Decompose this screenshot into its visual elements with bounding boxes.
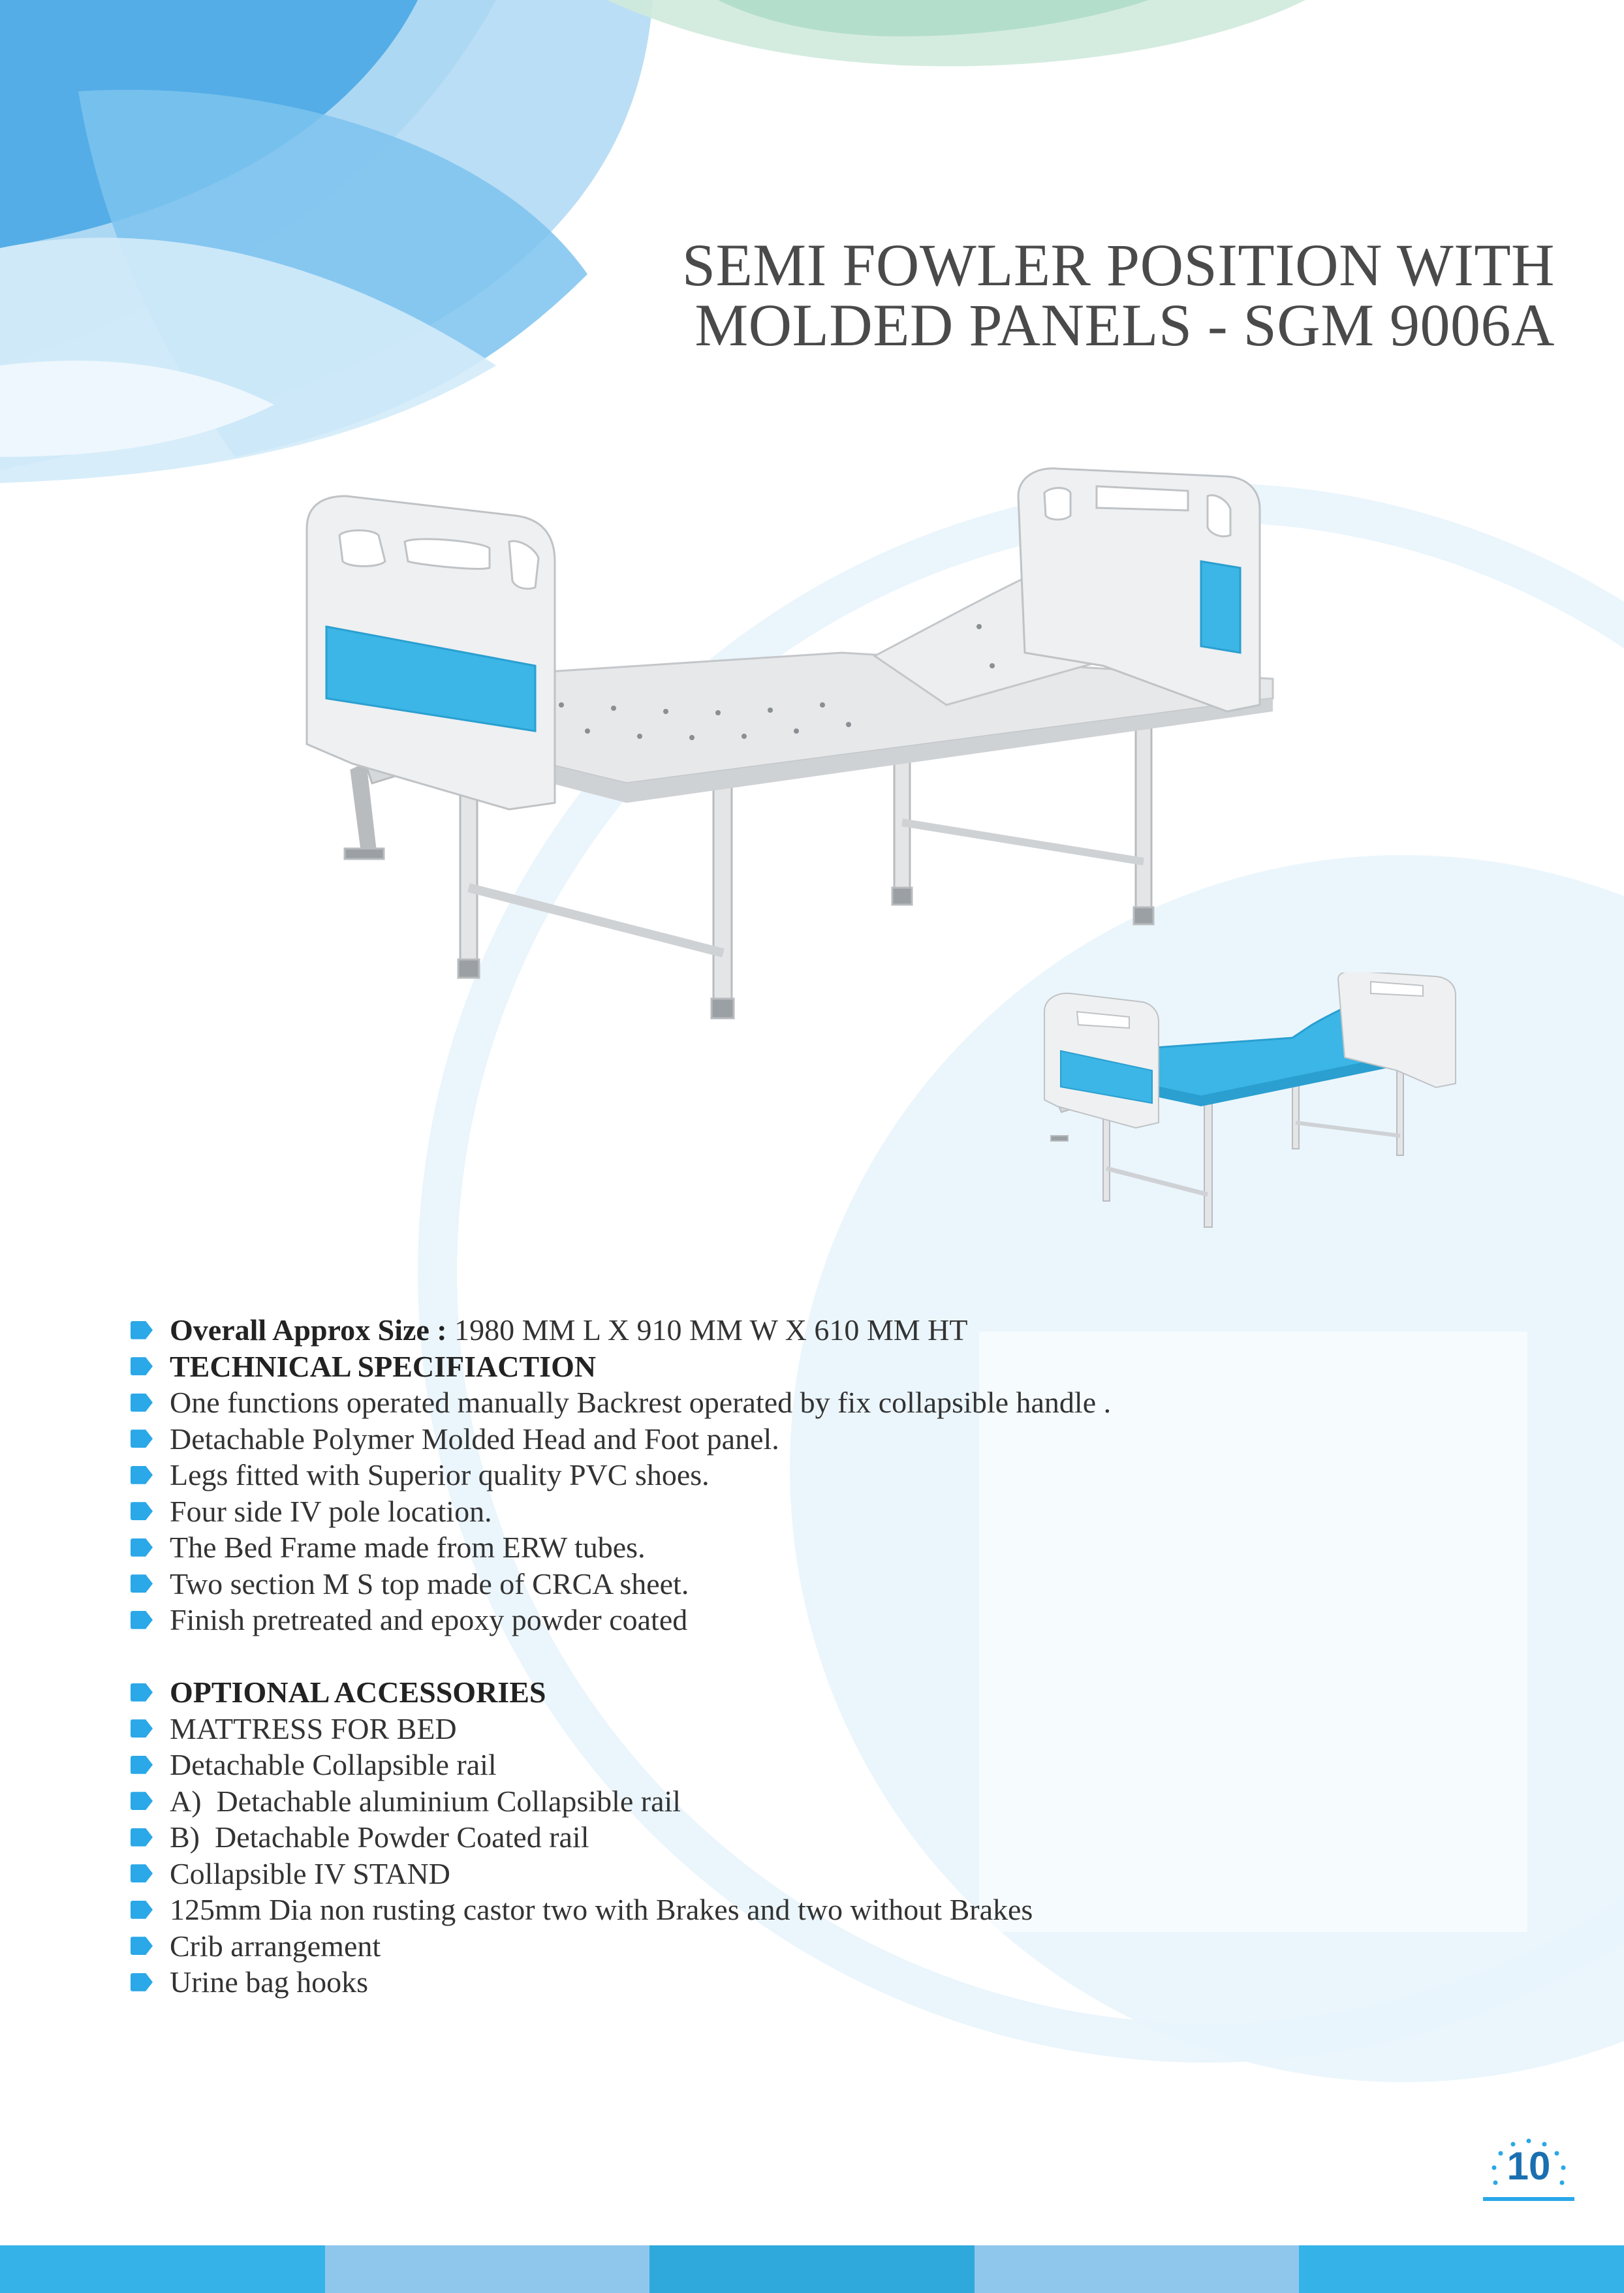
bullet-arrow-icon xyxy=(131,1719,153,1738)
acc-item-6: 125mm Dia non rusting castor two with Brakes and two without Brakes xyxy=(170,1893,1033,1926)
list-item xyxy=(131,1529,1501,1566)
bullet-arrow-icon xyxy=(131,1429,153,1448)
bed-with-mattress-image xyxy=(1031,973,1462,1234)
bullet-arrow-icon xyxy=(131,1538,153,1557)
bullet-arrow-icon xyxy=(131,1864,153,1882)
acc-item-1: MATTRESS FOR BED xyxy=(170,1711,457,1745)
bullet-arrow-icon xyxy=(131,1394,153,1412)
tech-item-5: The Bed Frame made from ERW tubes. xyxy=(170,1531,646,1564)
list-item xyxy=(131,1892,1501,1928)
title-line-1: SEMI FOWLER POSITION WITH xyxy=(681,232,1555,298)
list-item xyxy=(131,1928,1501,1965)
list-item xyxy=(131,1783,1501,1820)
list-item xyxy=(131,1421,1501,1458)
acc-item-7: Crib arrangement xyxy=(170,1929,381,1963)
accessories-heading-row xyxy=(131,1674,1501,1711)
size-label: Overall Approx Size : xyxy=(170,1313,447,1347)
footer-segment xyxy=(0,2245,325,2293)
tech-item-1: One functions operated manually Backrest operated by fix collapsible handle . xyxy=(170,1386,1112,1419)
footer-segment xyxy=(649,2245,975,2293)
product-title xyxy=(315,232,1555,358)
list-item xyxy=(131,1964,1501,2001)
list-item xyxy=(131,1493,1501,1530)
tech-item-4: Four side IV pole location. xyxy=(170,1494,492,1528)
tech-heading: TECHNICAL SPECIFIACTION xyxy=(170,1349,597,1383)
footer-segment xyxy=(325,2245,650,2293)
acc-item-4: B) Detachable Powder Coated rail xyxy=(170,1820,589,1854)
list-item xyxy=(131,1819,1501,1856)
bullet-arrow-icon xyxy=(131,1973,153,1991)
page-number: 10 xyxy=(1507,2144,1551,2188)
list-item xyxy=(131,1457,1501,1493)
tech-item-7: Finish pretreated and epoxy powder coated xyxy=(170,1603,688,1636)
bullet-arrow-icon xyxy=(131,1574,153,1593)
list-item xyxy=(131,1711,1501,1747)
acc-item-2: Detachable Collapsible rail xyxy=(170,1748,497,1781)
acc-item-3: A) Detachable aluminium Collapsible rail xyxy=(170,1784,681,1818)
list-item xyxy=(131,1747,1501,1783)
accessories-heading: OPTIONAL ACCESSORIES xyxy=(170,1676,546,1709)
bullet-arrow-icon xyxy=(131,1901,153,1919)
tech-item-6: Two section M S top made of CRCA sheet. xyxy=(170,1567,689,1600)
footer-color-bar xyxy=(0,2245,1624,2293)
bullet-arrow-icon xyxy=(131,1756,153,1774)
title-line-2: MOLDED PANELS - SGM 9006A xyxy=(695,292,1555,358)
size-value: 1980 MM L X 910 MM W X 610 MM HT xyxy=(446,1313,968,1347)
page-number-badge xyxy=(1476,2132,1581,2210)
bullet-arrow-icon xyxy=(131,1321,153,1339)
tech-item-2: Detachable Polymer Molded Head and Foot panel. xyxy=(170,1422,779,1456)
tech-item-3: Legs fitted with Superior quality PVC shoes. xyxy=(170,1458,710,1491)
bullet-arrow-icon xyxy=(131,1357,153,1375)
bullet-arrow-icon xyxy=(131,1792,153,1810)
list-item xyxy=(131,1566,1501,1602)
footer-segment xyxy=(975,2245,1300,2293)
bullet-arrow-icon xyxy=(131,1683,153,1702)
tech-heading-row xyxy=(131,1349,1501,1385)
bullet-arrow-icon xyxy=(131,1937,153,1955)
overall-size-row xyxy=(131,1312,1501,1349)
list-item xyxy=(131,1384,1501,1421)
section-spacer xyxy=(131,1638,1501,1675)
list-item xyxy=(131,1856,1501,1892)
acc-item-5: Collapsible IV STAND xyxy=(170,1856,450,1890)
footer-segment xyxy=(1299,2245,1624,2293)
list-item xyxy=(131,1602,1501,1638)
specifications-list xyxy=(131,1312,1501,2001)
acc-item-8: Urine bag hooks xyxy=(170,1965,369,1999)
bullet-arrow-icon xyxy=(131,1466,153,1484)
bullet-arrow-icon xyxy=(131,1611,153,1629)
bullet-arrow-icon xyxy=(131,1828,153,1847)
bullet-arrow-icon xyxy=(131,1502,153,1520)
